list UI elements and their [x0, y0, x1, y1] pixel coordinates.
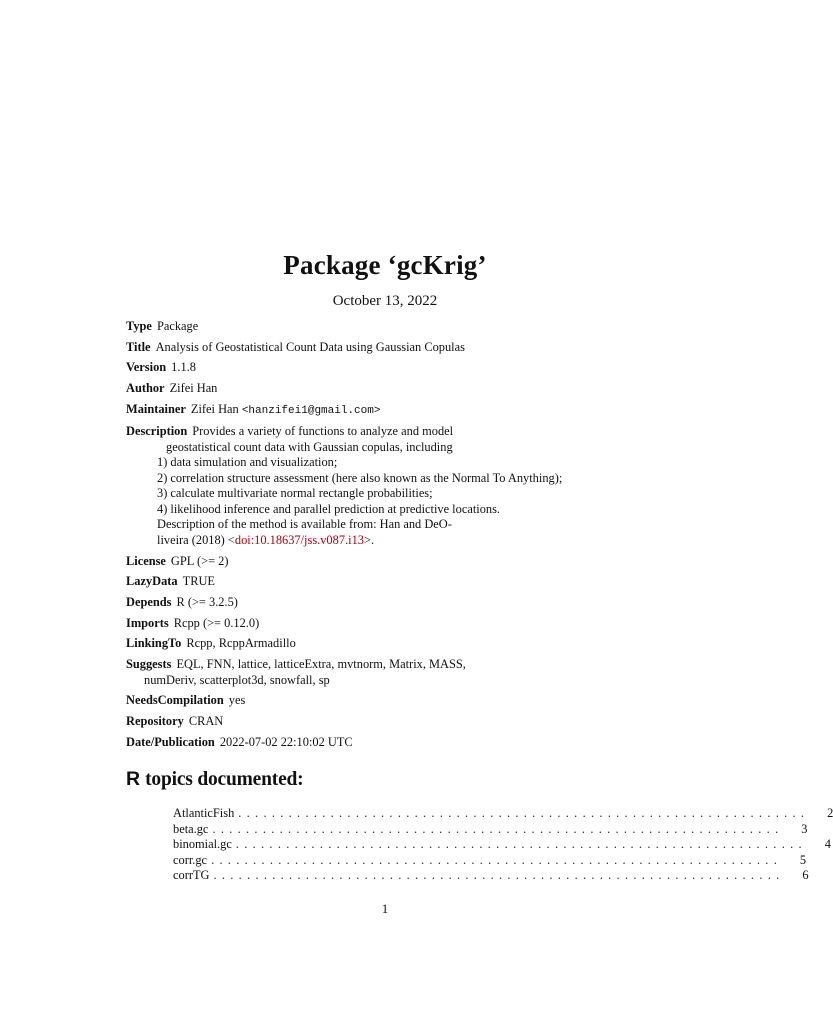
- package-title: Package ‘gcKrig’: [283, 250, 487, 280]
- field-key: License: [126, 553, 166, 568]
- field-key: Title: [126, 339, 151, 354]
- field-value: Analysis of Geostatistical Count Data using Gaussian Copulas: [155, 339, 465, 354]
- field-license: [126, 554, 606, 570]
- field-key: NeedsCompilation: [126, 693, 224, 708]
- toc-leader-dots: ....................................................................: [213, 868, 785, 883]
- topics-heading-text: topics documented:: [145, 769, 304, 790]
- field-type: [126, 319, 606, 335]
- toc-entry-name[interactable]: corr.gc: [173, 852, 208, 867]
- field-imports: [126, 616, 606, 632]
- field-version: [126, 360, 606, 376]
- description-line: Provides a variety of functions to analyze and model: [192, 424, 454, 439]
- toc-entry-name[interactable]: AtlanticFish: [173, 806, 235, 820]
- toc-entry-page[interactable]: 2: [827, 806, 833, 820]
- field-repository: [126, 714, 606, 730]
- toc-entry-page[interactable]: 5: [799, 852, 807, 867]
- field-value: R (>= 3.2.5): [176, 595, 238, 609]
- table-of-contents: [173, 806, 833, 884]
- field-key: Author: [126, 381, 165, 396]
- field-author: [126, 381, 606, 397]
- topics-heading-r: R: [126, 768, 140, 790]
- field-key: Depends: [126, 595, 172, 609]
- field-key: Version: [126, 360, 167, 375]
- description-line: geostatistical count data with Gaussian copulas, including: [166, 439, 453, 454]
- suggests-line: numDeriv, scatterplot3d, snowfall, sp: [144, 672, 330, 687]
- toc-leader-dots: ....................................................................: [235, 837, 807, 852]
- field-lazydata: [126, 574, 606, 590]
- description-line: 4) likelihood inference and parallel prediction at predictive locations.: [157, 501, 501, 516]
- field-maintainer: [126, 402, 606, 420]
- field-key: LazyData: [126, 574, 178, 589]
- toc-entry-name[interactable]: corrTG: [173, 868, 210, 883]
- toc-entry-page[interactable]: 4: [824, 837, 831, 852]
- field-value: 1.1.8: [171, 360, 196, 375]
- toc-entry[interactable]: [173, 852, 807, 869]
- description-fields: [126, 319, 606, 755]
- field-value: 2022-07-02 22:10:02 UTC: [219, 734, 353, 749]
- doi-suffix: >.: [363, 532, 375, 547]
- field-value: Zifei Han: [169, 381, 218, 396]
- toc-entry-name[interactable]: binomial.gc: [173, 837, 232, 852]
- field-key: Imports: [126, 615, 169, 630]
- field-value: CRAN: [188, 713, 224, 728]
- field-value: Rcpp (>= 0.12.0): [173, 615, 260, 630]
- field-needscompilation: [126, 693, 606, 709]
- doi-prefix: liveira (2018) <: [157, 532, 235, 547]
- toc-leader-dots: ....................................................................: [238, 806, 810, 820]
- page-number: 1: [381, 901, 389, 916]
- field-key: Suggests: [126, 657, 172, 672]
- maintainer-email[interactable]: <hanzifei1@gmail.com>: [241, 404, 381, 417]
- description-line: 3) calculate multivariate normal rectangle probabilities;: [157, 486, 433, 501]
- field-key: Maintainer: [126, 401, 186, 416]
- toc-entry-name[interactable]: beta.gc: [173, 821, 209, 836]
- field-value: yes: [228, 693, 246, 708]
- toc-entry[interactable]: [173, 837, 831, 853]
- field-title: [126, 340, 606, 356]
- field-key: LinkingTo: [126, 636, 182, 651]
- field-value: TRUE: [182, 574, 215, 589]
- toc-entry[interactable]: [173, 821, 808, 838]
- toc-leader-dots: ....................................................................: [212, 821, 784, 836]
- field-linkingto: [126, 636, 606, 652]
- field-key: Date/Publication: [126, 734, 215, 749]
- field-value: GPL (>= 2): [170, 553, 229, 568]
- field-depends: [126, 595, 606, 611]
- topics-heading: [126, 768, 303, 791]
- field-key: Description: [126, 424, 188, 439]
- suggests-line: EQL, FNN, lattice, latticeExtra, mvtnorm, Matrix, MASS,: [176, 657, 466, 672]
- field-key: Repository: [126, 713, 184, 728]
- toc-entry-page[interactable]: 3: [801, 821, 808, 836]
- field-key: Type: [126, 319, 152, 333]
- description-line: 2) correlation structure assessment (here also known as the Normal To Anything);: [157, 470, 563, 485]
- toc-entry[interactable]: [173, 868, 809, 884]
- description-line: Description of the method is available from: Han and DeO-: [157, 517, 452, 532]
- field-publication: [126, 735, 606, 751]
- package-date: October 13, 2022: [332, 293, 438, 309]
- doi-link[interactable]: doi:10.18637/jss.v087.i13: [234, 532, 364, 547]
- toc-leader-dots: ....................................................................: [211, 852, 783, 867]
- maintainer-name: Zifei Han: [190, 401, 239, 416]
- field-value: Rcpp, RcppArmadillo: [186, 636, 296, 651]
- description-line-doi: [126, 533, 606, 549]
- field-suggests: [126, 657, 606, 688]
- toc-entry-page[interactable]: 6: [802, 868, 809, 883]
- field-value: Package: [156, 319, 199, 333]
- field-description: [126, 424, 606, 548]
- toc-entry[interactable]: [173, 806, 833, 822]
- description-line: 1) data simulation and visualization;: [157, 455, 338, 470]
